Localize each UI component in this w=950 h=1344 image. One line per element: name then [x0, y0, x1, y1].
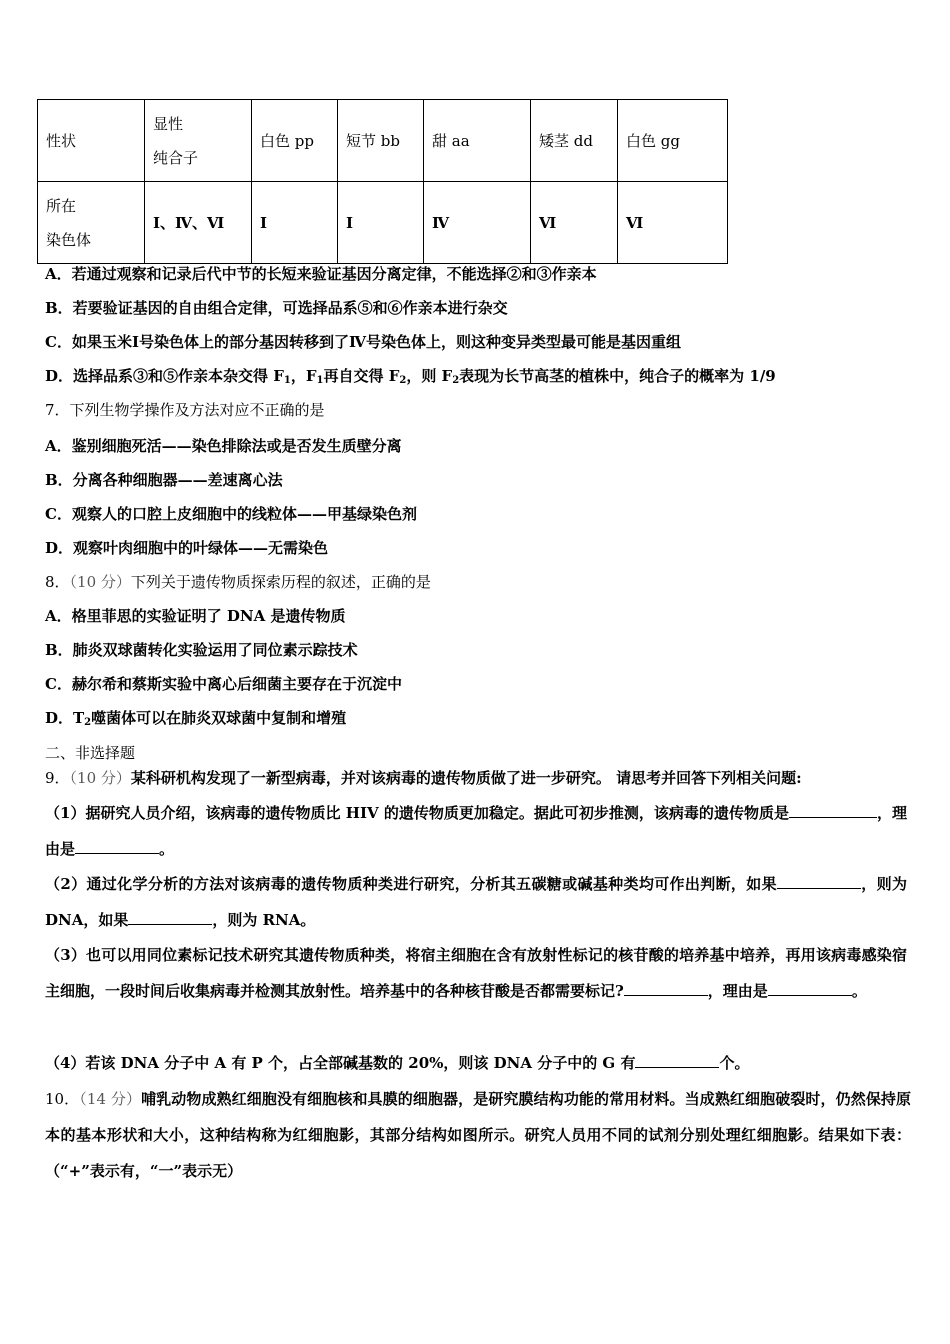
table-cell: 短节 bb	[338, 100, 424, 182]
table-cell: 矮茎 dd	[531, 100, 618, 182]
q8-option-d: D．$T_2$噬菌体可以在肺炎双球菌中复制和增殖	[45, 709, 347, 728]
table-cell: 甜 aa	[424, 100, 531, 182]
q8-option-a: A．格里菲思的实验证明了 DNA 是遗传物质	[45, 607, 346, 625]
q6-option-c: C．如果玉米Ⅰ号染色体上的部分基因转移到了Ⅳ号染色体上，则这种变异类型最可能是基因重组	[45, 333, 681, 351]
answer-blank[interactable]	[768, 979, 852, 996]
answer-blank[interactable]	[128, 908, 212, 925]
q8-option-c: C．赫尔希和蔡斯实验中离心后细菌主要存在于沉淀中	[45, 675, 402, 693]
table-row	[38, 182, 728, 264]
q10-text: 10．（14 分）哺乳动物成熟红细胞没有细胞核和具膜的细胞器，是研究膜结构功能的常用材料。当成熟红细胞破裂时，仍然保持原本的基本形状和大小，这种结构称为红细胞影，其部分结构如图所示。研究人员用不同的试剂分别处理红细胞影。结果如下表：（“+”表示有，“一”表示无）	[45, 1090, 912, 1180]
q9-stem: 9．（10 分）某科研机构发现了一新型病毒，并对该病毒的遗传物质做了进一步研究。 请思考并回答下列相关问题:	[45, 769, 802, 787]
table-row	[38, 100, 728, 182]
table-cell: Ⅰ	[338, 182, 424, 264]
traits-table	[37, 99, 728, 264]
table-cell: 所在 染色体	[38, 182, 145, 264]
q7-option-b: B．分离各种细胞器——差速离心法	[45, 471, 283, 489]
table-cell: Ⅰ	[252, 182, 338, 264]
q7-stem: 7．下列生物学操作及方法对应不正确的是	[45, 401, 325, 419]
q6-option-b: B．若要验证基因的自由组合定律，可选择品系⑤和⑥作亲本进行杂交	[45, 299, 508, 317]
table-cell: Ⅰ、Ⅳ、Ⅵ	[145, 182, 252, 264]
q7-option-d: D．观察叶肉细胞中的叶绿体——无需染色	[45, 539, 329, 557]
q9-part1: （1）据研究人员介绍，该病毒的遗传物质比 HIV 的遗传物质更加稳定。据此可初步推测，该病毒的遗传物质是 ，理由是 。	[45, 795, 907, 867]
table-cell: 显性 纯合子	[145, 100, 252, 182]
q6-option-a: A．若通过观察和记录后代中节的长短来验证基因分离定律，不能选择②和③作亲本	[45, 265, 597, 283]
q8-stem: 8．（10 分）下列关于遗传物质探索历程的叙述，正确的是	[45, 573, 431, 591]
table-cell: 白色 pp	[252, 100, 338, 182]
q7-option-c: C．观察人的口腔上皮细胞中的线粒体——甲基绿染色剂	[45, 505, 417, 523]
q9-part2: （2）通过化学分析的方法对该病毒的遗传物质种类进行研究，分析其五碳糖或碱基种类均可作出判断，如果 ，则为 DNA，如果 ，则为 RNA。	[45, 866, 907, 938]
table-cell: Ⅳ	[424, 182, 531, 264]
q6-option-d: D．选择品系③和⑤作亲本杂交得 $F_1$，$F_1$再自交得 $F_2$，则 $F_2$表现为长节高茎的植株中，纯合子的概率为 1/9	[45, 367, 776, 386]
answer-blank[interactable]	[777, 872, 835, 889]
section-heading: 二、非选择题	[45, 744, 136, 762]
table-cell: 性状	[38, 100, 145, 182]
q9-part4: （4）若该 DNA 分子中 A 有 P 个，占全部碱基数的 20%，则该 DNA 分子中的 G 有 个。	[45, 1045, 907, 1081]
table-cell: Ⅵ	[618, 182, 728, 264]
q9-part3: （3）也可以用同位素标记技术研究其遗传物质种类，将宿主细胞在含有放射性标记的核苷酸的培养基中培养，再用该病毒感染宿主细胞，一段时间后收集病毒并检测其放射性。培养基中的各种核苷酸是否都需要标记? ，理由是 。	[45, 946, 907, 1000]
answer-blank[interactable]	[624, 979, 708, 996]
answer-blank[interactable]	[833, 801, 877, 818]
table-cell: Ⅵ	[531, 182, 618, 264]
answer-blank[interactable]	[75, 837, 159, 854]
table-cell: 白色 gg	[618, 100, 728, 182]
answer-blank[interactable]	[635, 1051, 719, 1068]
q7-option-a: A．鉴别细胞死活——染色排除法或是否发生质壁分离	[45, 437, 402, 455]
answer-blank[interactable]	[789, 801, 833, 818]
q8-option-b: B．肺炎双球菌转化实验运用了同位素示踪技术	[45, 641, 358, 659]
answer-blank[interactable]	[835, 872, 861, 889]
